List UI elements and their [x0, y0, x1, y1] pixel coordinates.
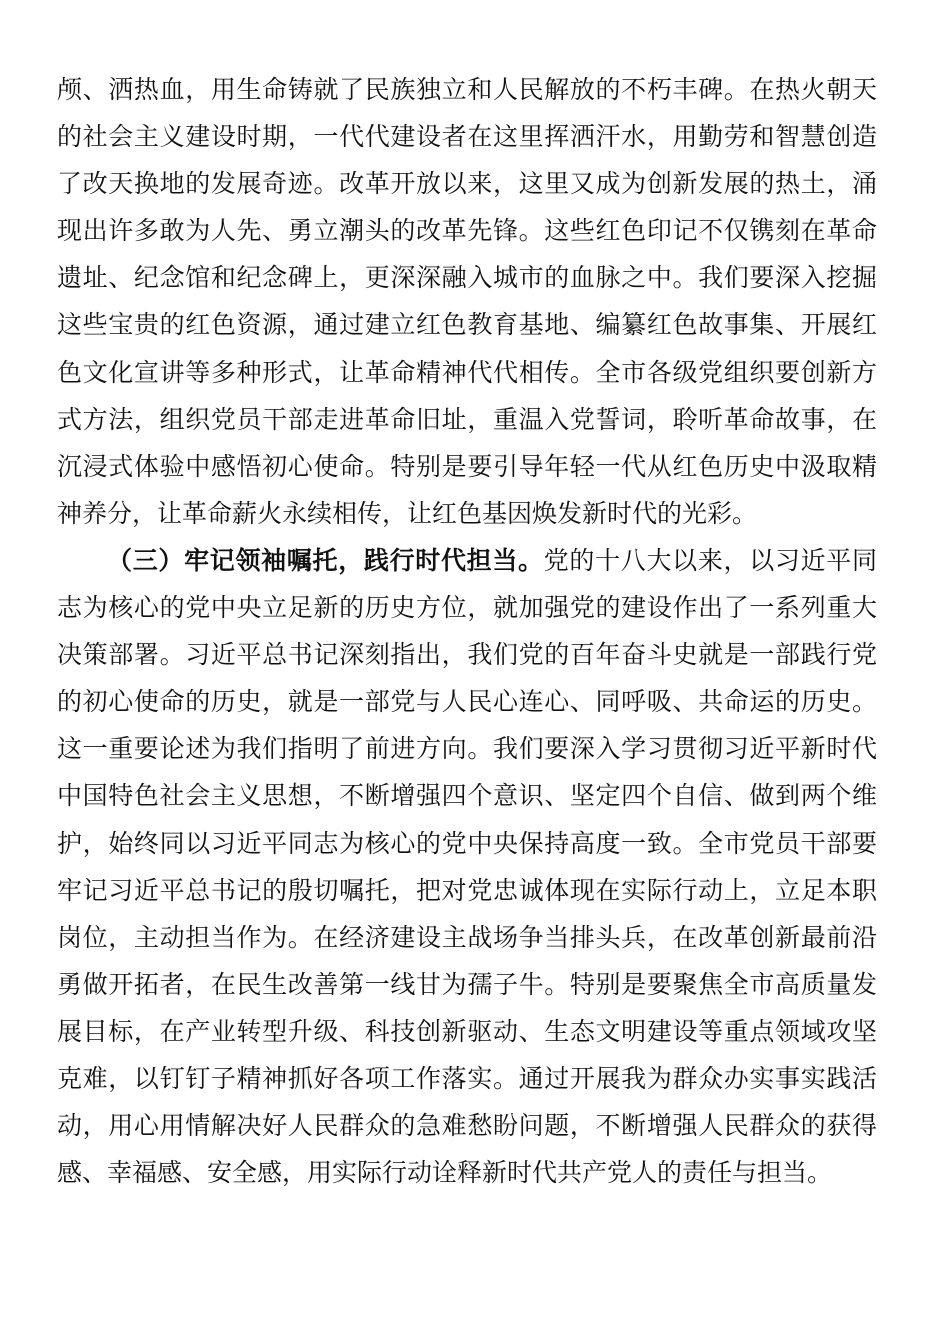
paragraph-text: 党的十八大以来，以习近平同志为核心的党中央立足新的历史方位，就加强党的建设作出了一系列重大决策部署。习近平总书记深刻指出，我们党的百年奋斗史就是一部践行党的初心使命的历史，就是一部党与人民心连心、同呼吸、共命运的历史。这一重要论述为我们指明了前进方向。我们要深入学习贯彻习近平新时代中国特色社会主义思想，不断增强四个意识、坚定四个自信、做到两个维护，始终同以习近平同志为核心的党中央保持高度一致。全市党员干部要牢记习近平总书记的殷切嘱托，把对党忠诚体现在实际行动上，立足本职岗位，主动担当作为。在经济建设主战场争当排头兵，在改革创新最前沿勇做开拓者，在民生改善第一线甘为孺子牛。特别是要聚焦全市高质量发展目标，在产业转型升级、科技创新驱动、生态文明建设等重点领域攻坚克难，以钉钉子精神抓好各项工作落实。通过开展我为群众办实事实践活动，用心用情解决好人民群众的急难愁盼问题，不断增强人民群众的获得感、幸福感、安全感，用实际行动诠释新时代共产党人的责任与担当。	[57, 545, 877, 1188]
paragraph-continued	[57, 66, 877, 537]
paragraph-section-three	[57, 537, 877, 1196]
paragraph-text: 颅、洒热血，用生命铸就了民族独立和人民解放的不朽丰碑。在热火朝天的社会主义建设时期，一代代建设者在这里挥洒汗水，用勤劳和智慧创造了改天换地的发展奇迹。改革开放以来，这里又成为创新发展的热土，涌现出许多敢为人先、勇立潮头的改革先锋。这些红色印记不仅镌刻在革命遗址、纪念馆和纪念碑上，更深深融入城市的血脉之中。我们要深入挖掘这些宝贵的红色资源，通过建立红色教育基地、编纂红色故事集、开展红色文化宣讲等多种形式，让革命精神代代相传。全市各级党组织要创新方式方法，组织党员干部走进革命旧址，重温入党誓词，聆听革命故事，在沉浸式体验中感悟初心使命。特别是要引导年轻一代从红色历史中汲取精神养分，让革命薪火永续相传，让红色基因焕发新时代的光彩。	[57, 75, 877, 528]
document-body	[57, 66, 877, 1196]
section-heading: （三）牢记领袖嘱托，践行时代担当。	[107, 545, 544, 575]
